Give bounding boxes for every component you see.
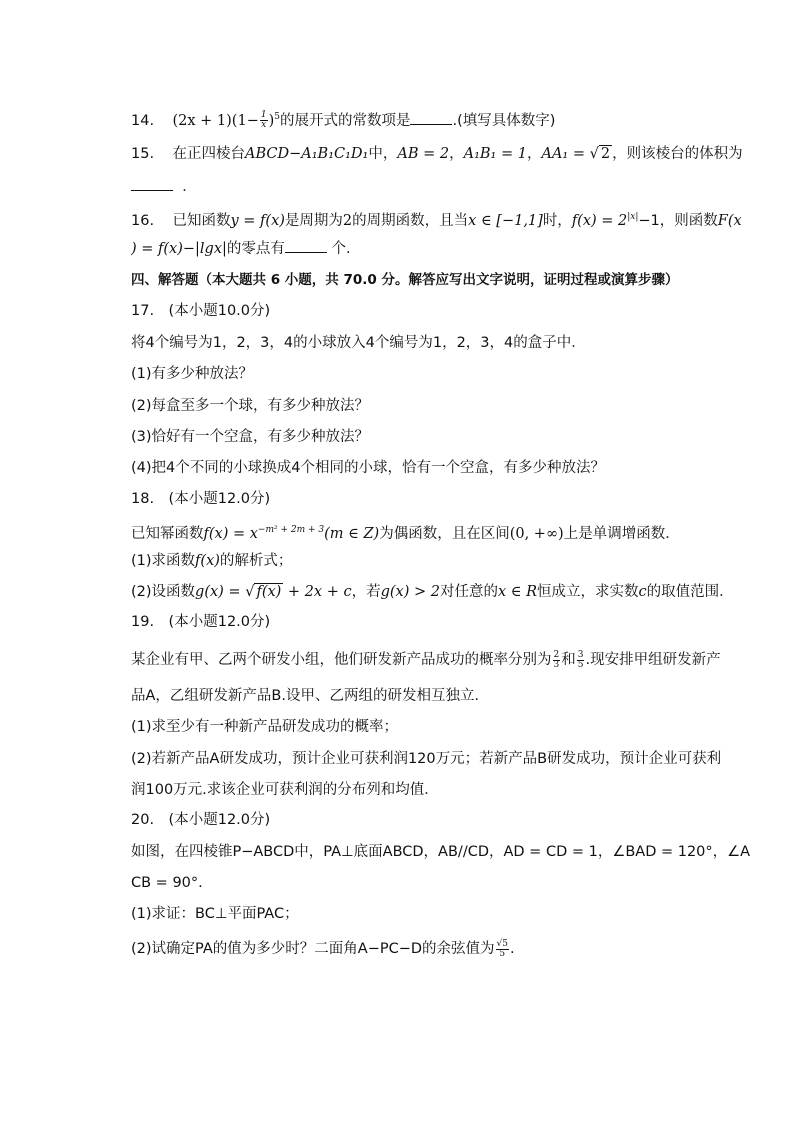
math-expression: g(x) > 2 xyxy=(380,584,440,600)
question-text: 对任意的 xyxy=(439,584,498,600)
math-expression: ) = f(x)−|lgx| xyxy=(131,241,227,257)
question-text: 已知幂函数 xyxy=(131,525,204,542)
math-expression: ABCD−A₁B₁C₁D₁ xyxy=(245,146,369,162)
math-expression: A₁B₁ = 1 xyxy=(463,146,527,162)
question-text: 的取值范围． xyxy=(646,584,734,600)
fraction-numerator: 1 xyxy=(260,110,267,121)
question-20-stem-line-2: CB = 90°. xyxy=(131,875,203,891)
fraction xyxy=(577,651,585,670)
question-20-part-1: (1)求证：BC⊥平面PAC； xyxy=(131,906,299,922)
math-expression: (0, +∞) xyxy=(509,525,564,542)
exponent: 5 xyxy=(274,112,280,122)
answer-blank[interactable] xyxy=(285,239,327,253)
math-expression: f(x) = 2 xyxy=(571,212,628,229)
exponent: −m² + 2m + 3 xyxy=(257,525,325,535)
fraction xyxy=(496,940,509,959)
fraction-numerator: 3 xyxy=(577,649,584,660)
punctuation: . xyxy=(510,941,515,957)
question-text: 的展开式的常数项是 xyxy=(279,112,411,129)
math-expression: + 2x + c xyxy=(283,584,352,600)
question-18-stem xyxy=(131,520,680,544)
question-15-line-2 xyxy=(131,177,197,197)
question-19-stem-line-2: 品A，乙组研发新产品B.设甲、乙两组的研发相互独立． xyxy=(131,688,489,704)
question-18-part-1 xyxy=(131,551,292,571)
section-heading: 四、解答题（本大题共 6 小题，共 70.0 分。解答应写出文字说明，证明过程或演算步骤） xyxy=(131,272,679,288)
punctuation: ， xyxy=(526,146,542,162)
question-number: 16. xyxy=(131,212,155,229)
question-14: 14. (2x + 1)(1− $\frac{1}{x}$ )$^5$的展开式的常数项是 .(填写具体数字) xyxy=(131,110,556,131)
question-20-stem: 如图，在四棱锥P−ABCD中，PA⊥底面ABCD，AB//CD，AD = CD = 1，∠BAD = 120°，∠A xyxy=(131,844,751,860)
math-expression: 2 xyxy=(342,212,353,229)
question-text: ，则该棱台的体积为 xyxy=(612,146,743,162)
question-16-line-2 xyxy=(131,239,351,259)
math-expression: f(x) = x xyxy=(203,525,258,542)
question-number: 14. xyxy=(131,112,155,129)
question-17-part-2: (2)每盒至多一个球，有多少种放法？ xyxy=(131,398,370,414)
question-19-stem xyxy=(131,650,721,670)
question-text: 在正四棱台 xyxy=(172,146,245,162)
fraction-denominator: 5 xyxy=(577,659,584,670)
question-18-part-2: (2)设函数g(x) = √ f(x) + 2x + c，若g(x) > 2对任意的x ∈ R恒成立，求实数c的取值范围． xyxy=(131,584,734,600)
question-20-part-2 xyxy=(131,939,515,959)
question-text: 的周期函数，且当 xyxy=(352,212,469,229)
question-17-part-3: (3)恰好有一个空盒，有多少种放法？ xyxy=(131,429,370,445)
question-text: (1)求函数 xyxy=(131,553,196,569)
question-text: (2)设函数 xyxy=(131,584,196,600)
question-text: 是周期为 xyxy=(284,212,343,229)
fraction-numerator: 2 xyxy=(553,649,560,660)
math-expression: g(x) = xyxy=(195,584,246,600)
question-text: 恒成立，求实数 xyxy=(537,584,639,600)
question-19-header: 19. (本小题12.0分) xyxy=(131,614,271,630)
math-expression: (m ∈ Z) xyxy=(324,525,380,542)
fraction xyxy=(260,111,268,130)
question-18-header: 18. (本小题12.0分) xyxy=(131,491,271,507)
question-text: .现安排甲组研发新产 xyxy=(585,652,721,668)
question-text: (2)试确定PA的值为多少时？二面角A−PC−D的余弦值为 xyxy=(131,941,495,957)
fraction-numerator: √5 xyxy=(496,938,508,949)
question-text: 某企业有甲、乙两个研发小组，他们研发新产品成功的概率分别为 xyxy=(131,652,552,668)
question-17-header: 17. (本小题10.0分) xyxy=(131,303,271,319)
question-17-stem: 将4个编号为1，2，3，4的小球放入4个编号为1，2，3，4的盒子中． xyxy=(131,335,586,351)
question-text: 已知函数 xyxy=(172,212,231,229)
question-text: 的零点有 xyxy=(226,241,285,257)
question-text: ，若 xyxy=(351,584,381,600)
question-text: −1，则函数 xyxy=(638,212,718,229)
question-17-part-1: (1)有多少种放法？ xyxy=(131,366,254,382)
question-20-header: 20. (本小题12.0分) xyxy=(131,812,271,828)
math-expression: x ∈ [−1,1] xyxy=(468,212,543,229)
question-text: 和 xyxy=(561,652,576,668)
answer-blank[interactable] xyxy=(131,177,173,191)
math-expression: AB = 2 xyxy=(397,146,450,162)
math-expression: F(x xyxy=(717,212,742,229)
math-expression: c xyxy=(638,584,647,600)
exponent: |x| xyxy=(627,212,639,222)
sqrt-radicand: 2 xyxy=(600,146,611,162)
fraction-denominator: 5 xyxy=(499,948,506,959)
question-19-part-2-line-2: 润100万元.求该企业可获利润的分布列和均值． xyxy=(131,782,439,798)
sqrt-radicand: f(x) xyxy=(256,584,282,600)
fraction xyxy=(553,651,561,670)
question-text: 为偶函数，且在区间 xyxy=(379,525,510,542)
question-19-part-1: (1)求至少有一种新产品研发成功的概率； xyxy=(131,719,399,735)
fraction-denominator: 3 xyxy=(553,659,560,670)
math-expression: f(x) xyxy=(195,553,220,569)
question-text: 的解析式； xyxy=(219,553,293,569)
question-text: .(填写具体数字) xyxy=(452,112,556,129)
math-expression: x ∈ R xyxy=(497,584,537,600)
question-19-part-2: (2)若新产品A研发成功，预计企业可获利润120万元；若新产品B研发成功，预计企业可获利 xyxy=(131,751,722,767)
math-expression: AA₁ = xyxy=(541,146,590,162)
math-expression: y = f(x) xyxy=(230,212,285,229)
math-expression: (2x + 1)(1− xyxy=(172,112,259,129)
question-text: 时， xyxy=(542,212,572,229)
answer-blank[interactable] xyxy=(410,111,452,125)
question-text: 上是单调增函数． xyxy=(563,525,680,542)
question-16 xyxy=(131,207,742,231)
question-text: 个. xyxy=(331,241,351,257)
fraction-denominator: x xyxy=(261,120,267,131)
question-number: 15. xyxy=(131,146,155,162)
question-text: 中， xyxy=(368,146,398,162)
punctuation: ， xyxy=(449,146,464,162)
question-15: 15. 在正四棱台ABCD−A₁B₁C₁D₁中，AB = 2，A₁B₁ = 1，AA₁ = √ 2 ，则该棱台的体积为 xyxy=(131,146,743,162)
punctuation: ． xyxy=(182,179,197,195)
question-17-part-4: (4)把4个不同的小球换成4个相同的小球，恰有一个空盒，有多少种放法？ xyxy=(131,460,605,476)
